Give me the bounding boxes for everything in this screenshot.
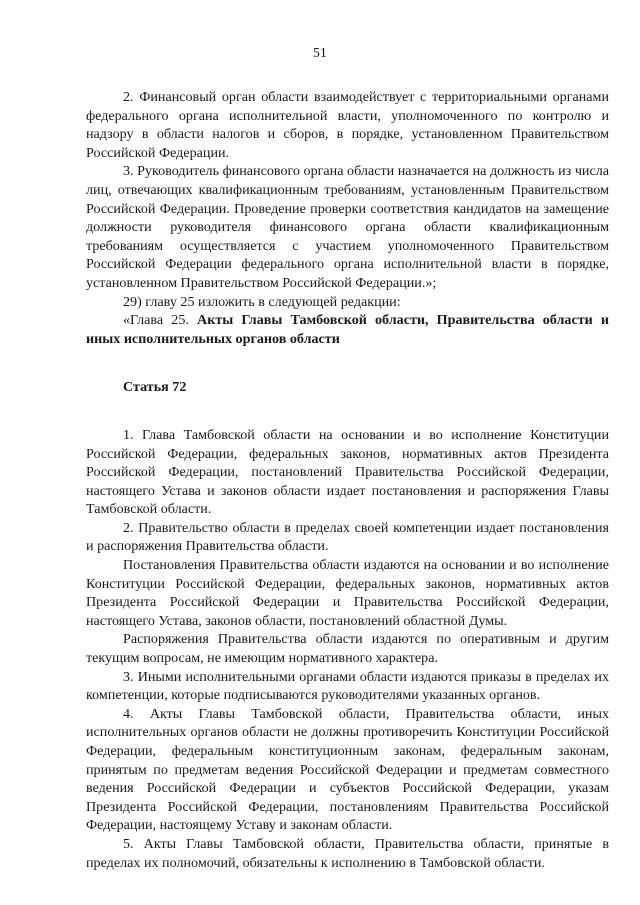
article-paragraph: 2. Правительство области в пределах своей компетенции издает постановления и распоряжения Правительства области. (86, 519, 609, 555)
document-body (86, 88, 609, 872)
article-title: Статья 72 (123, 379, 187, 396)
chapter-heading-prefix: «Глава 25. (123, 312, 198, 329)
chapter-heading (86, 311, 609, 348)
amendment-instruction: 29) главу 25 изложить в следующей редакции: (123, 293, 401, 310)
article-paragraph: 1. Глава Тамбовской области на основании и во исполнение Конституции Российской Федерации, федеральных законов, нормативных актов Президента Российской Федерации, постановлений Правительства Российской Федерации, настоящего Устава и законов области издает постановления и распоряжения Главы Тамбовской области. (86, 426, 609, 518)
article-paragraph: 5. Акты Главы Тамбовской области, Правительства области, принятые в пределах их полномочий, обязательны к исполнению в Тамбовской области. (86, 835, 609, 871)
paragraph: 3. Руководитель финансового органа области назначается на должность из числа лиц, отвечающих квалификационным требованиям, установленным Правительством Российской Федерации. Проведение проверки соответствия кандидатов на замещение должности руководителя финансового органа области квалификационным требованиям осуществляется с участием уполномоченного Правительством Российской Федерации федерального органа исполнительной власти в порядке, установленном Правительством Российской Федерации.»; (86, 163, 609, 291)
page-number: 51 (312, 45, 328, 60)
article-paragraph: Распоряжения Правительства области издаются по оперативным и другим текущим вопросам, не имеющим нормативного характера. (86, 631, 609, 667)
article-paragraph: 3. Иными исполнительными органами области издаются приказы в пределах их компетенции, которые подписываются руководителями указанных органов. (86, 668, 609, 704)
paragraph: 2. Финансовый орган области взаимодействует с территориальными органами федерального органа исполнительной власти, уполномоченного по контролю и надзору в области налогов и сборов, в порядке, установленном Правительством Российской Федерации. (86, 89, 609, 161)
chapter-heading-title: Акты Главы Тамбовской области, Правительства области и иных исполнительных органов области (86, 312, 610, 347)
article-paragraph: 4. Акты Главы Тамбовской области, Правительства области, иных исполнительных органов области не должны противоречить Конституции Российской Федерации, федеральным конституционным законам, федеральным законам, принятым по предметам ведения Российской Федерации и предметам совместного ведения Российской Федерации и субъектов Российской Федерации, указам Президента Российской Федерации, постановлениям Правительства Российской Федерации, настоящему Уставу и законам области. (86, 705, 609, 834)
article-paragraph: Постановления Правительства области издаются на основании и во исполнение Конституции Российской Федерации, федеральных законов, нормативных актов Президента Российской Федерации и Правительства Российской Федерации, настоящего Устава, законов области, постановлений областной Думы. (86, 557, 609, 629)
